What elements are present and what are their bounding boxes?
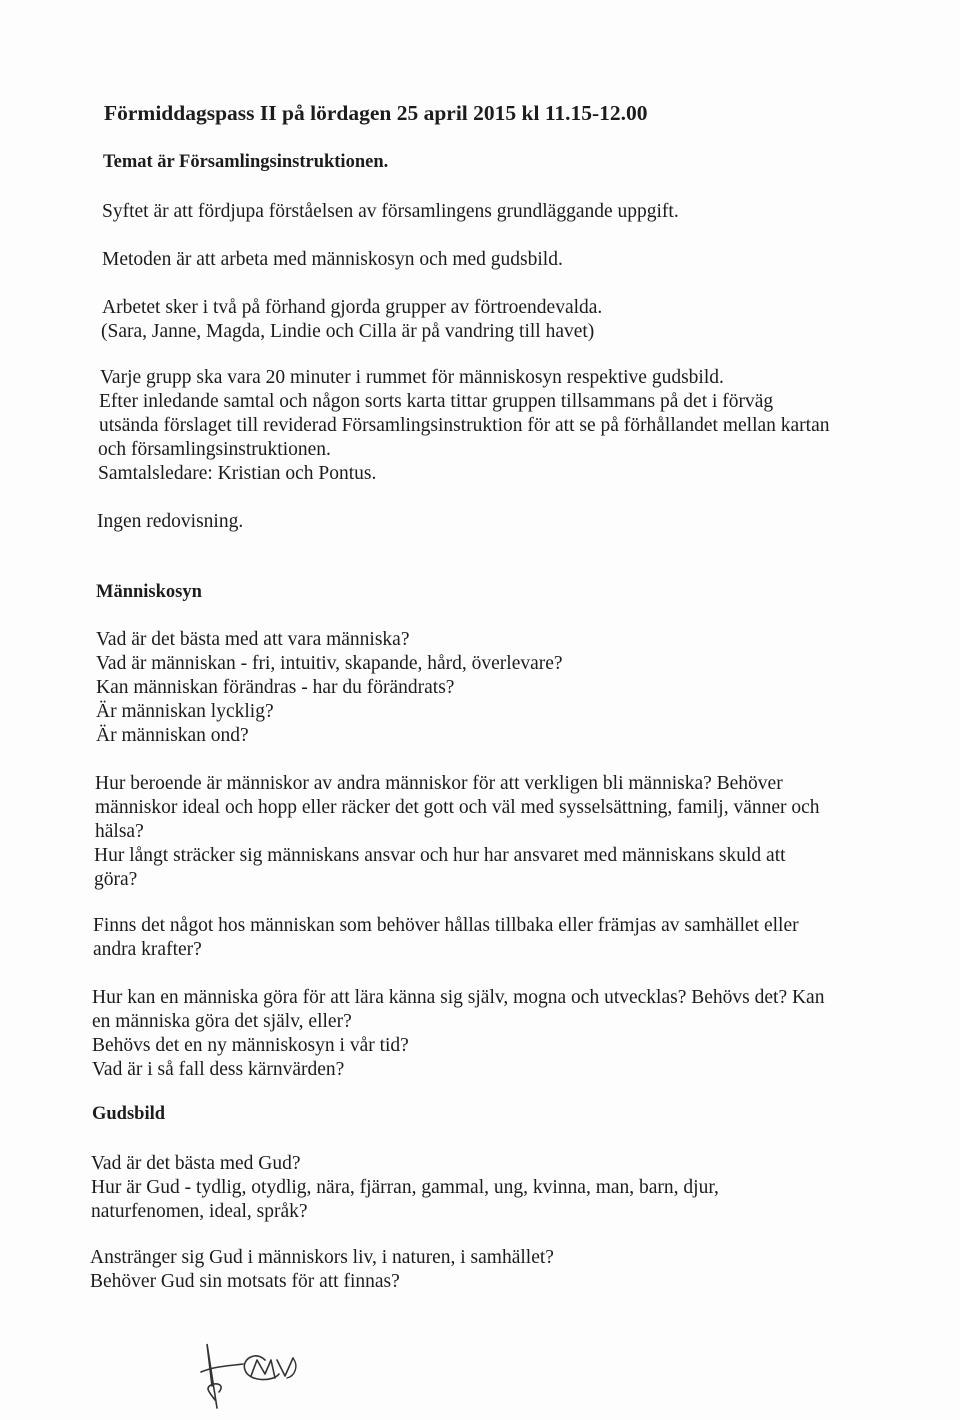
gudsbild-question: Vad är det bästa med Gud? xyxy=(91,1153,301,1174)
manniskosyn-question: en människa göra det själv, eller? xyxy=(92,1011,352,1032)
manniskosyn-question: hälsa? xyxy=(95,821,144,842)
group-line: Efter inledande samtal och någon sorts karta tittar gruppen tillsammans på det i förväg xyxy=(99,391,774,412)
handwritten-initials xyxy=(195,1330,335,1410)
gudsbild-question: Behöver Gud sin motsats för att finnas? xyxy=(90,1271,400,1292)
document-title: Förmiddagspass II på lördagen 25 april 2015 kl 11.15-12.00 xyxy=(104,101,648,125)
gudsbild-question: Hur är Gud - tydlig, otydlig, nära, fjärran, gammal, ung, kvinna, man, barn, djur, xyxy=(91,1177,719,1198)
manniskosyn-question: Vad är människan - fri, intuitiv, skapande, hård, överlevare? xyxy=(96,653,563,674)
manniskosyn-question: Är människan lycklig? xyxy=(96,701,274,722)
theme-line: Temat är Församlingsinstruktionen. xyxy=(103,152,389,172)
manniskosyn-question: människor ideal och hopp eller räcker det gott och väl med sysselsättning, familj, vänner och xyxy=(95,797,820,818)
manniskosyn-heading: Människosyn xyxy=(96,582,202,602)
work-line: (Sara, Janne, Magda, Lindie och Cilla är på vandring till havet) xyxy=(101,321,595,342)
manniskosyn-question: Vad är det bästa med att vara människa? xyxy=(96,629,410,650)
group-line: Varje grupp ska vara 20 minuter i rummet för människosyn respektive gudsbild. xyxy=(100,367,724,388)
manniskosyn-question: Behövs det en ny människosyn i vår tid? xyxy=(92,1035,409,1056)
gudsbild-question: naturfenomen, ideal, språk? xyxy=(91,1201,308,1222)
gudsbild-question: Anstränger sig Gud i människors liv, i naturen, i samhället? xyxy=(90,1247,554,1268)
group-line: Samtalsledare: Kristian och Pontus. xyxy=(98,463,377,484)
purpose-line: Syftet är att fördjupa förståelsen av församlingens grundläggande uppgift. xyxy=(102,201,679,222)
method-line: Metoden är att arbeta med människosyn och med gudsbild. xyxy=(102,249,563,270)
manniskosyn-question: Hur långt sträcker sig människans ansvar och hur har ansvaret med människans skuld att xyxy=(94,845,786,866)
manniskosyn-question: Finns det något hos människan som behöver hållas tillbaka eller främjas av samhället eller xyxy=(93,915,799,936)
group-line: utsända förslaget till reviderad Församlingsinstruktion för att se på förhållandet mellan kartan xyxy=(99,415,830,436)
group-line: och församlingsinstruktionen. xyxy=(98,439,331,460)
gudsbild-heading: Gudsbild xyxy=(92,1104,166,1124)
manniskosyn-question: Är människan ond? xyxy=(96,725,249,746)
work-line: Arbetet sker i två på förhand gjorda grupper av förtroendevalda. xyxy=(102,297,603,318)
manniskosyn-question: Hur beroende är människor av andra människor för att verkligen bli människa? Behöver xyxy=(95,773,783,794)
manniskosyn-question: andra krafter? xyxy=(93,939,202,960)
manniskosyn-question: Hur kan en människa göra för att lära känna sig själv, mogna och utvecklas? Behövs det? Kan xyxy=(92,987,825,1008)
manniskosyn-question: göra? xyxy=(94,869,138,890)
manniskosyn-question: Kan människan förändras - har du förändrats? xyxy=(96,677,455,698)
no-report-line: Ingen redovisning. xyxy=(97,511,244,532)
manniskosyn-question: Vad är i så fall dess kärnvärden? xyxy=(92,1059,345,1080)
